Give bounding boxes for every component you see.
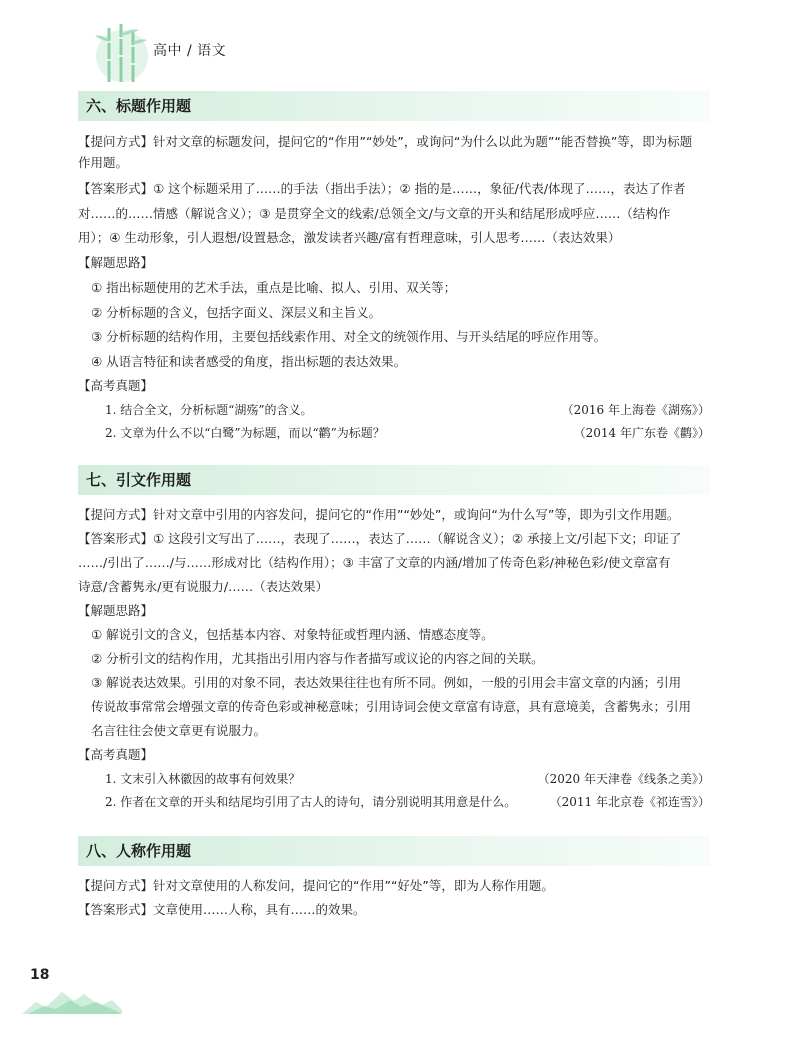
page-header xyxy=(85,26,285,74)
thinking-heading: 【解题思路】 xyxy=(78,603,154,618)
thinking-item: ① 解说引文的含义，包括基本内容、对象特征或哲理内涵、情感态度等。 xyxy=(91,627,494,642)
answer-form-line: 对……的……情感（解说含义）；③ 是贯穿全文的线索/总领全文/与文章的开头和结尾形成呼应……（结构作 xyxy=(78,206,671,221)
thinking-item: ④ 从语言特征和读者感受的角度，指出标题的表达效果。 xyxy=(91,354,407,369)
page-number: 18 xyxy=(30,967,50,983)
bamboo-icon xyxy=(95,22,149,84)
question-mode-line: 【提问方式】针对文章的标题发问，提问它的“作用”“妙处”，或询问“为什么以此为题”“能否替换”等，即为标题 xyxy=(78,134,693,149)
exam-source: （2011 年北京卷《祁连雪》） xyxy=(549,795,710,809)
thinking-heading: 【解题思路】 xyxy=(78,255,154,270)
exam-source: （2016 年上海卷《湖殇》） xyxy=(561,403,710,417)
section-quote-function xyxy=(78,465,710,811)
exam-question: 2. 文章为什么不以“白鹭”为标题，而以“鹳”为标题？ xyxy=(105,426,385,440)
answer-form-line: ……/引出了……/与……形成对比（结构作用）；③ 丰富了文章的内涵/增加了传奇色彩/神秘色彩/使文章富有 xyxy=(78,555,671,570)
thinking-item: ① 指出标题使用的艺术手法，重点是比喻、拟人、引用、双关等； xyxy=(91,280,457,295)
thinking-item: ② 分析引文的结构作用，尤其指出引用内容与作者描写或议论的内容之间的关联。 xyxy=(91,651,544,666)
thinking-item: ② 分析标题的含义，包括字面义、深层义和主旨义。 xyxy=(91,305,382,320)
answer-form-line: 【答案形式】文章使用……人称，具有……的效果。 xyxy=(78,902,366,917)
thinking-item: ③ 分析标题的结构作用，主要包括线索作用、对全文的统领作用、与开头结尾的呼应作用等。 xyxy=(91,329,607,344)
section-heading: 七、引文作用题 xyxy=(78,465,710,495)
section-heading: 六、标题作用题 xyxy=(78,91,710,121)
answer-form-line: 用）；④ 生动形象，引人遐想/设置悬念，激发读者兴趣/富有哲理意味，引人思考……（表达效果） xyxy=(78,230,621,245)
question-mode-line: 【提问方式】针对文章使用的人称发问，提问它的“作用”“好处”等，即为人称作用题。 xyxy=(78,878,554,893)
exam-question: 1. 结合全文，分析标题“湖殇”的含义。 xyxy=(105,403,313,417)
mountain-icon xyxy=(22,980,122,1014)
header-title: 高中 / 语文 xyxy=(153,43,227,59)
exam-question: 2. 作者在文章的开头和结尾均引用了古人的诗句，请分别说明其用意是什么。 xyxy=(105,795,517,809)
exam-question: 1. 文末引入林徽因的故事有何效果？ xyxy=(105,772,301,786)
exam-heading: 【高考真题】 xyxy=(78,378,154,393)
answer-form-line: 诗意/含蓄隽永/更有说服力/……（表达效果） xyxy=(78,579,329,594)
section-title-function xyxy=(78,91,710,440)
section-person-function xyxy=(78,836,710,926)
exam-heading: 【高考真题】 xyxy=(78,747,154,762)
thinking-item: 传说故事常常会增强文章的传奇色彩或神秘意味；引用诗词会使文章富有诗意，具有意境美，含蓄隽永；引用 xyxy=(91,699,692,714)
exam-source: （2014 年广东卷《鹳》） xyxy=(573,426,710,440)
answer-form-line: 【答案形式】① 这个标题采用了……的手法（指出手法）；② 指的是……，象征/代表/体现了……，表达了作者 xyxy=(78,181,686,196)
question-mode-line: 作用题。 xyxy=(78,155,129,170)
thinking-item: 名言往往会使文章更有说服力。 xyxy=(91,723,267,738)
exam-source: （2020 年天津卷《线条之美》） xyxy=(537,772,710,786)
question-mode-line: 【提问方式】针对文章中引用的内容发问，提问它的“作用”“妙处”，或询问“为什么写”等，即为引文作用题。 xyxy=(78,507,680,522)
thinking-item: ③ 解说表达效果。引用的对象不同，表达效果往往也有所不同。例如，一般的引用会丰富文章的内涵；引用 xyxy=(91,675,682,690)
section-heading: 八、人称作用题 xyxy=(78,836,710,866)
answer-form-line: 【答案形式】① 这段引文写出了……，表现了……，表达了……（解说含义）；② 承接上文/引起下文；印证了 xyxy=(78,531,682,546)
